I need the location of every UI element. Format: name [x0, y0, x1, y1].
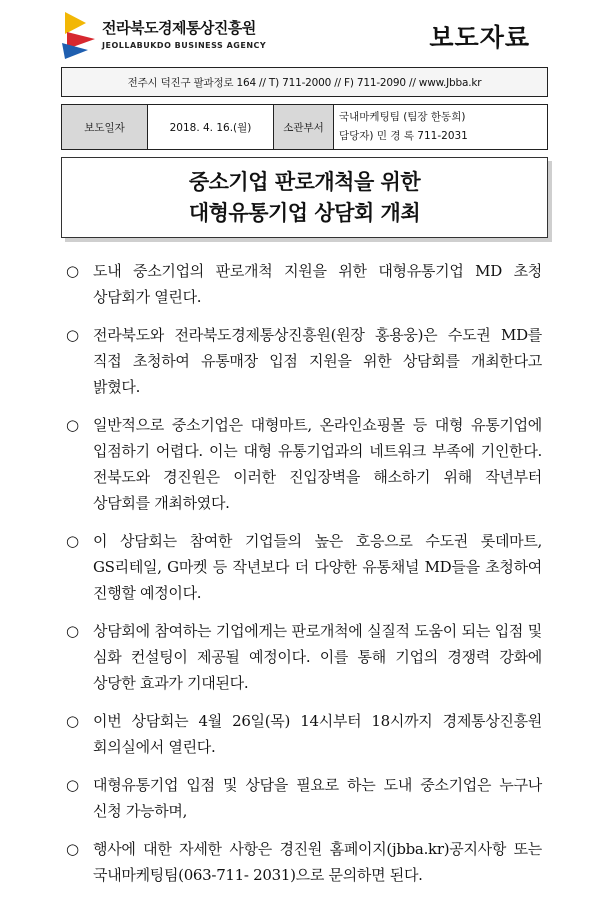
- dept-line-2: 담당자) 민 경 록 711-2031: [339, 130, 468, 142]
- paragraph-text: 도내 중소기업의 판로개척 지원을 위한 대형유통기업 MD 초청 상담회가 열린다.: [93, 262, 542, 306]
- paragraph: [66, 412, 542, 516]
- bullet-circle-icon: ○: [66, 262, 80, 280]
- paragraph-text: 전라북도와 전라북도경제통상진흥원(원장 홍용웅)은 수도권 MD를 직접 초청하여 유통매장 입점 지원을 위한 상담회를 개최한다고 밝혔다.: [93, 326, 542, 396]
- paragraph: [66, 322, 542, 400]
- paragraph-text: 일반적으로 중소기업은 대형마트, 온라인쇼핑몰 등 대형 유통기업에 입점하기 어렵다. 이는 대형 유통기업과의 네트워크 부족에 기인한다. 전북도와 경진원은 이러한 진입장벽을 해소하기 위해 작년부터 상담회를 개최하였다.: [93, 416, 542, 512]
- paragraph: [66, 836, 542, 888]
- meta-table: [61, 104, 548, 150]
- date-value: 2018. 4. 16.(월): [148, 105, 274, 150]
- paragraph: [66, 258, 542, 310]
- article-body: [66, 258, 542, 900]
- headline-line-2: 대형유통기업 상담회 개최: [188, 200, 421, 225]
- org-name: 전라북도경제통상진흥원: [102, 19, 256, 37]
- bullet-circle-icon: ○: [66, 326, 80, 344]
- org-name-en: JEOLLABUKDO BUSINESS AGENCY: [102, 41, 267, 50]
- paragraph-text: 이 상담회는 참여한 기업들의 높은 호응으로 수도권 롯데마트, GS리테일, G마켓 등 작년보다 더 다양한 유통채널 MD들을 초청하여 진행할 예정이다.: [93, 532, 542, 602]
- paragraph-text: 이번 상담회는 4월 26일(목) 14시부터 18시까지 경제통상진흥원 회의실에서 열린다.: [93, 712, 542, 756]
- paragraph: [66, 772, 542, 824]
- paragraph: [66, 618, 542, 696]
- dept-value: [334, 105, 548, 150]
- bullet-circle-icon: ○: [66, 532, 80, 550]
- header: [62, 8, 562, 64]
- doc-type-title: 보도자료: [429, 23, 530, 52]
- bullet-circle-icon: ○: [66, 416, 80, 434]
- contact-text: 전주시 덕진구 팔과정로 164 // T) 711-2000 // F) 711-2090 // www.Jbba.kr: [127, 76, 482, 89]
- agency-logo-icon: [62, 10, 96, 60]
- headline-line-1: 중소기업 판로개척을 위한: [188, 169, 421, 194]
- date-label: 보도일자: [62, 105, 148, 150]
- bullet-circle-icon: ○: [66, 840, 80, 858]
- dept-label: 소관부서: [274, 105, 334, 150]
- bullet-circle-icon: ○: [66, 622, 80, 640]
- paragraph-text: 대형유통기업 입점 및 상담을 필요로 하는 도내 중소기업은 누구나 신청 가능하며,: [93, 776, 542, 820]
- paragraph: [66, 708, 542, 760]
- headline-box: [61, 157, 548, 238]
- bullet-circle-icon: ○: [66, 776, 80, 794]
- paragraph-text: 행사에 대한 자세한 사항은 경진원 홈페이지(jbba.kr)공지사항 또는 국내마케팅팀(063-711- 2031)으로 문의하면 된다.: [93, 840, 542, 884]
- dept-line-1: 국내마케팅팀 (팀장 한동희): [339, 111, 466, 123]
- contact-bar: [61, 67, 548, 97]
- bullet-circle-icon: ○: [66, 712, 80, 730]
- paragraph-text: 상담회에 참여하는 기업에게는 판로개척에 실질적 도움이 되는 입점 및 심화 컨설팅이 제공될 예정이다. 이를 통해 기업의 경쟁력 강화에 상당한 효과가 기대된다.: [93, 622, 542, 692]
- paragraph: [66, 528, 542, 606]
